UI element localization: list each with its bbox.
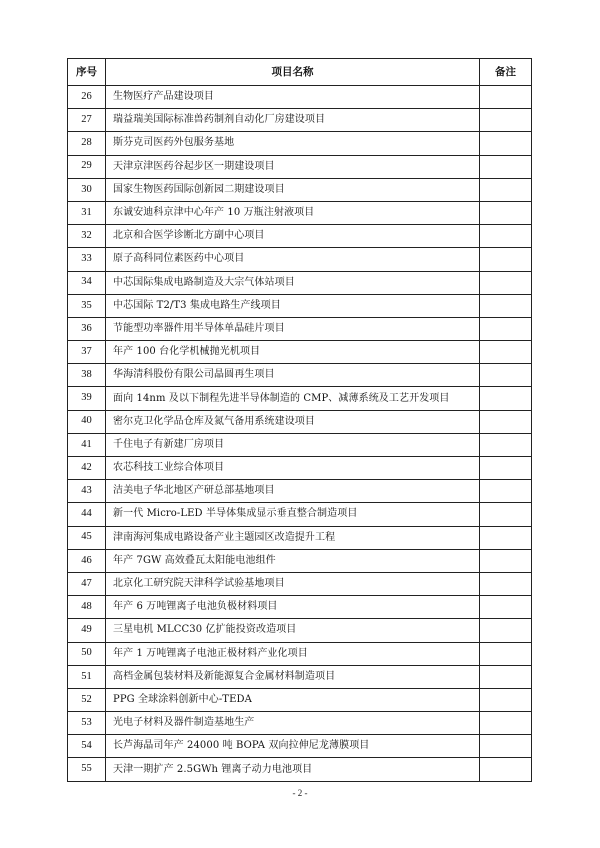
- row-serial-number: 35: [68, 294, 106, 317]
- row-serial-number: 55: [68, 758, 106, 781]
- row-project-name: 斯芬克司医药外包服务基地: [106, 132, 480, 155]
- row-remarks: [480, 457, 532, 480]
- table-row: [68, 665, 532, 688]
- row-remarks: [480, 735, 532, 758]
- row-project-name: 年产 7GW 高效叠瓦太阳能电池组件: [106, 549, 480, 572]
- row-project-name: 节能型功率器件用半导体单晶硅片项目: [106, 317, 480, 340]
- row-serial-number: 46: [68, 549, 106, 572]
- row-serial-number: 39: [68, 387, 106, 410]
- table-row: [68, 712, 532, 735]
- row-remarks: [480, 201, 532, 224]
- table-row: [68, 178, 532, 201]
- row-remarks: [480, 364, 532, 387]
- row-project-name: 中芯国际集成电路制造及大宗气体站项目: [106, 271, 480, 294]
- row-project-name: 瑞益瑞美国际标准兽药制剂自动化厂房建设项目: [106, 109, 480, 132]
- row-remarks: [480, 480, 532, 503]
- row-serial-number: 49: [68, 619, 106, 642]
- row-remarks: [480, 155, 532, 178]
- row-serial-number: 27: [68, 109, 106, 132]
- table-row: [68, 201, 532, 224]
- row-serial-number: 30: [68, 178, 106, 201]
- row-project-name: 农芯科技工业综合体项目: [106, 457, 480, 480]
- row-remarks: [480, 503, 532, 526]
- table-row: [68, 758, 532, 781]
- row-remarks: [480, 86, 532, 109]
- row-remarks: [480, 248, 532, 271]
- row-remarks: [480, 712, 532, 735]
- table-row: [68, 341, 532, 364]
- row-project-name: 生物医疗产品建设项目: [106, 86, 480, 109]
- table-row: [68, 526, 532, 549]
- row-remarks: [480, 109, 532, 132]
- header-serial-number: 序号: [68, 59, 106, 86]
- table-row: [68, 688, 532, 711]
- row-remarks: [480, 572, 532, 595]
- row-remarks: [480, 758, 532, 781]
- table-row: [68, 480, 532, 503]
- table-body: [68, 86, 532, 782]
- row-serial-number: 32: [68, 225, 106, 248]
- table-row: [68, 410, 532, 433]
- row-remarks: [480, 271, 532, 294]
- table-row: [68, 572, 532, 595]
- row-project-name: 北京和合医学诊断北方副中心项目: [106, 225, 480, 248]
- row-project-name: 年产 100 台化学机械抛光机项目: [106, 341, 480, 364]
- row-project-name: PPG 全球涂料创新中心-TEDA: [106, 688, 480, 711]
- header-project-name: 项目名称: [106, 59, 480, 86]
- row-serial-number: 41: [68, 433, 106, 456]
- row-project-name: 洁美电子华北地区产研总部基地项目: [106, 480, 480, 503]
- header-remarks: 备注: [480, 59, 532, 86]
- row-project-name: 年产 1 万吨锂离子电池正极材料产业化项目: [106, 642, 480, 665]
- row-project-name: 中芯国际 T2/T3 集成电路生产线项目: [106, 294, 480, 317]
- row-serial-number: 28: [68, 132, 106, 155]
- row-serial-number: 53: [68, 712, 106, 735]
- row-project-name: 千住电子有新建厂房项目: [106, 433, 480, 456]
- table-row: [68, 735, 532, 758]
- row-remarks: [480, 410, 532, 433]
- row-serial-number: 45: [68, 526, 106, 549]
- row-project-name: 津南海河集成电路设备产业主题园区改造提升工程: [106, 526, 480, 549]
- row-project-name: 国家生物医药国际创新园二期建设项目: [106, 178, 480, 201]
- row-remarks: [480, 596, 532, 619]
- table-row: [68, 596, 532, 619]
- row-remarks: [480, 132, 532, 155]
- row-remarks: [480, 526, 532, 549]
- table-row: [68, 387, 532, 410]
- row-serial-number: 47: [68, 572, 106, 595]
- row-project-name: 东诚安迪科京津中心年产 10 万瓶注射液项目: [106, 201, 480, 224]
- row-serial-number: 31: [68, 201, 106, 224]
- table-row: [68, 155, 532, 178]
- table-row: [68, 549, 532, 572]
- table-row: [68, 225, 532, 248]
- row-serial-number: 52: [68, 688, 106, 711]
- row-project-name: 天津一期扩产 2.5GWh 锂离子动力电池项目: [106, 758, 480, 781]
- row-serial-number: 26: [68, 86, 106, 109]
- row-project-name: 面向 14nm 及以下制程先进半导体制造的 CMP、减薄系统及工艺开发项目: [106, 387, 480, 410]
- table-row: [68, 109, 532, 132]
- row-remarks: [480, 341, 532, 364]
- table-row: [68, 642, 532, 665]
- row-remarks: [480, 619, 532, 642]
- row-remarks: [480, 433, 532, 456]
- table-row: [68, 503, 532, 526]
- row-remarks: [480, 178, 532, 201]
- row-serial-number: 37: [68, 341, 106, 364]
- row-project-name: 年产 6 万吨锂离子电池负极材料项目: [106, 596, 480, 619]
- row-project-name: 密尔克卫化学品仓库及氮气备用系统建设项目: [106, 410, 480, 433]
- table-row: [68, 294, 532, 317]
- table-row: [68, 619, 532, 642]
- row-serial-number: 33: [68, 248, 106, 271]
- table-row: [68, 457, 532, 480]
- row-remarks: [480, 317, 532, 340]
- row-serial-number: 48: [68, 596, 106, 619]
- row-serial-number: 51: [68, 665, 106, 688]
- row-remarks: [480, 665, 532, 688]
- row-project-name: 长芦海晶司年产 24000 吨 BOPA 双向拉伸尼龙薄膜项目: [106, 735, 480, 758]
- row-project-name: 三星电机 MLCC30 亿扩能投资改造项目: [106, 619, 480, 642]
- row-serial-number: 38: [68, 364, 106, 387]
- row-project-name: 高档金属包装材料及新能源复合金属材料制造项目: [106, 665, 480, 688]
- row-project-name: 天津京津医药谷起步区一期建设项目: [106, 155, 480, 178]
- row-remarks: [480, 225, 532, 248]
- row-remarks: [480, 642, 532, 665]
- table-row: [68, 271, 532, 294]
- row-serial-number: 29: [68, 155, 106, 178]
- row-serial-number: 43: [68, 480, 106, 503]
- table-row: [68, 86, 532, 109]
- table-row: [68, 317, 532, 340]
- row-remarks: [480, 549, 532, 572]
- row-project-name: 原子高科同位素医药中心项目: [106, 248, 480, 271]
- table-row: [68, 132, 532, 155]
- page-number: - 2 -: [292, 788, 308, 798]
- row-project-name: 光电子材料及器件制造基地生产: [106, 712, 480, 735]
- row-serial-number: 36: [68, 317, 106, 340]
- table-row: [68, 433, 532, 456]
- row-serial-number: 42: [68, 457, 106, 480]
- row-serial-number: 54: [68, 735, 106, 758]
- table-row: [68, 364, 532, 387]
- row-project-name: 北京化工研究院天津科学试验基地项目: [106, 572, 480, 595]
- row-project-name: 新一代 Micro-LED 半导体集成显示垂直整合制造项目: [106, 503, 480, 526]
- table-row: [68, 248, 532, 271]
- row-serial-number: 40: [68, 410, 106, 433]
- row-remarks: [480, 294, 532, 317]
- row-remarks: [480, 387, 532, 410]
- row-remarks: [480, 688, 532, 711]
- row-serial-number: 34: [68, 271, 106, 294]
- row-serial-number: 50: [68, 642, 106, 665]
- project-list-table: [67, 58, 532, 782]
- table-header-row: [68, 59, 532, 86]
- row-project-name: 华海清科股份有限公司晶圆再生项目: [106, 364, 480, 387]
- row-serial-number: 44: [68, 503, 106, 526]
